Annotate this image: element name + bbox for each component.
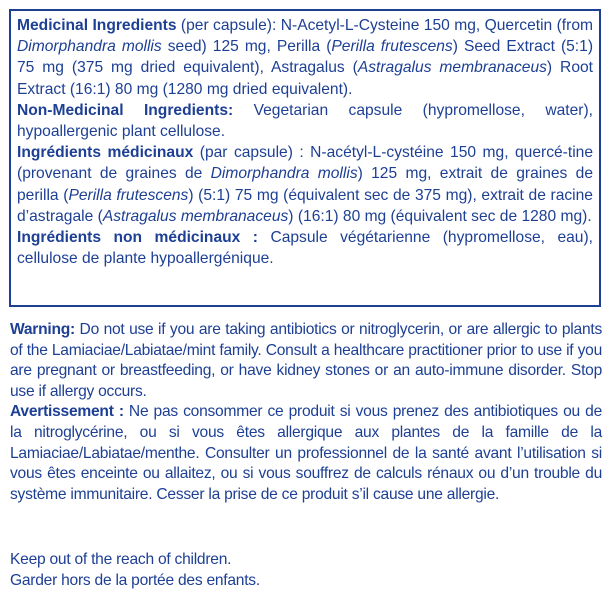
non-medicinal-ingredients-fr-label: Ingrédients non médicinaux : <box>17 229 258 247</box>
children-notice-fr: Garder hors de la portée des enfants. <box>10 571 260 589</box>
non-medicinal-ingredients-en <box>17 100 593 142</box>
medicinal-ingredients-en <box>17 15 593 100</box>
species-name: Perilla frutescens <box>68 186 189 204</box>
medicinal-ingredients-fr-label: Ingrédients médicinaux <box>17 144 194 162</box>
non-medicinal-ingredients-fr <box>17 227 593 269</box>
medicinal-ingredients-fr-text: ) (16:1) 80 mg (équivalent sec de 1280 mg). <box>288 207 592 225</box>
medicinal-ingredients-fr-text: ) 125 mg, extrait de graines de perilla ( <box>17 165 594 204</box>
medicinal-ingredients-text: ) Seed Extract (5:1) 75 mg (375 mg dried equivalent), Astragalus ( <box>17 38 594 77</box>
species-name: Dimorphandra mollis <box>17 38 162 56</box>
species-name: Astragalus membranaceus <box>102 207 289 225</box>
warning-fr <box>10 402 602 505</box>
medicinal-ingredients-text: (per capsule): N-Acetyl-L-Cysteine 150 mg, Quercetin (from <box>176 17 593 34</box>
warning-fr-label: Avertissement : <box>10 403 124 421</box>
warning-en <box>10 320 602 402</box>
non-medicinal-ingredients-label: Non-Medicinal Ingredients: <box>17 101 234 119</box>
medicinal-ingredients-fr <box>17 142 593 227</box>
non-medicinal-ingredients-fr-text: Capsule végétarienne (hypromellose, eau), cellulose de plante hypoallergénique. <box>17 229 593 268</box>
medicinal-ingredients-text: seed) 125 mg, Perilla ( <box>161 38 332 56</box>
medicinal-ingredients-fr-text: (par capsule) : N-acétyl-L-cystéine 150 mg, quercé-tine (provenant de graines de <box>17 144 593 183</box>
warning-text: Do not use if you are taking antibiotics or nitroglycerin, or are allergic to plants of the Lamiaciae/Labiatae/mint family. Consult a healthcare practitioner prior to use if you are pregnant or breastfeeding, or have kidney stones or an auto-immune disorder. Stop use if allergy occurs. <box>10 321 602 400</box>
ingredients-box <box>9 9 601 307</box>
species-name: Perilla frutescens <box>331 38 453 56</box>
warning-label: Warning: <box>10 321 75 338</box>
medicinal-ingredients-text: ) Root Extract (16:1) 80 mg (1280 mg dried equivalent). <box>17 59 594 98</box>
children-notice <box>10 550 602 591</box>
species-name: Astragalus membranaceus <box>357 59 547 77</box>
children-notice-en: Keep out of the reach of children. <box>10 551 232 568</box>
medicinal-ingredients-fr-text: ) (5:1) 75 mg (équivalent sec de 375 mg), extrait de racine d’astragale ( <box>17 186 593 225</box>
warning-fr-text: Ne pas consommer ce produit si vous prenez des antibiotiques ou de la nitroglycérine, ou si vous êtes allergique aux plantes de la famille de la Lamiaciae/Labiatae/menthe. Consulter un professionnel de la santé avant l’utilisation si vous êtes enceinte ou allaitez, ou si vous souffrez de calculs rénaux ou d’un trouble du système immunitaire. Cesser la prise de ce produit s’il cause une allergie. <box>10 403 602 503</box>
species-name: Dimorphandra mollis <box>210 165 358 183</box>
non-medicinal-ingredients-text: Vegetarian capsule (hypromellose, water), hypoallergenic plant cellulose. <box>17 101 593 141</box>
warnings-section <box>10 320 602 505</box>
medicinal-ingredients-label: Medicinal Ingredients <box>17 17 177 34</box>
